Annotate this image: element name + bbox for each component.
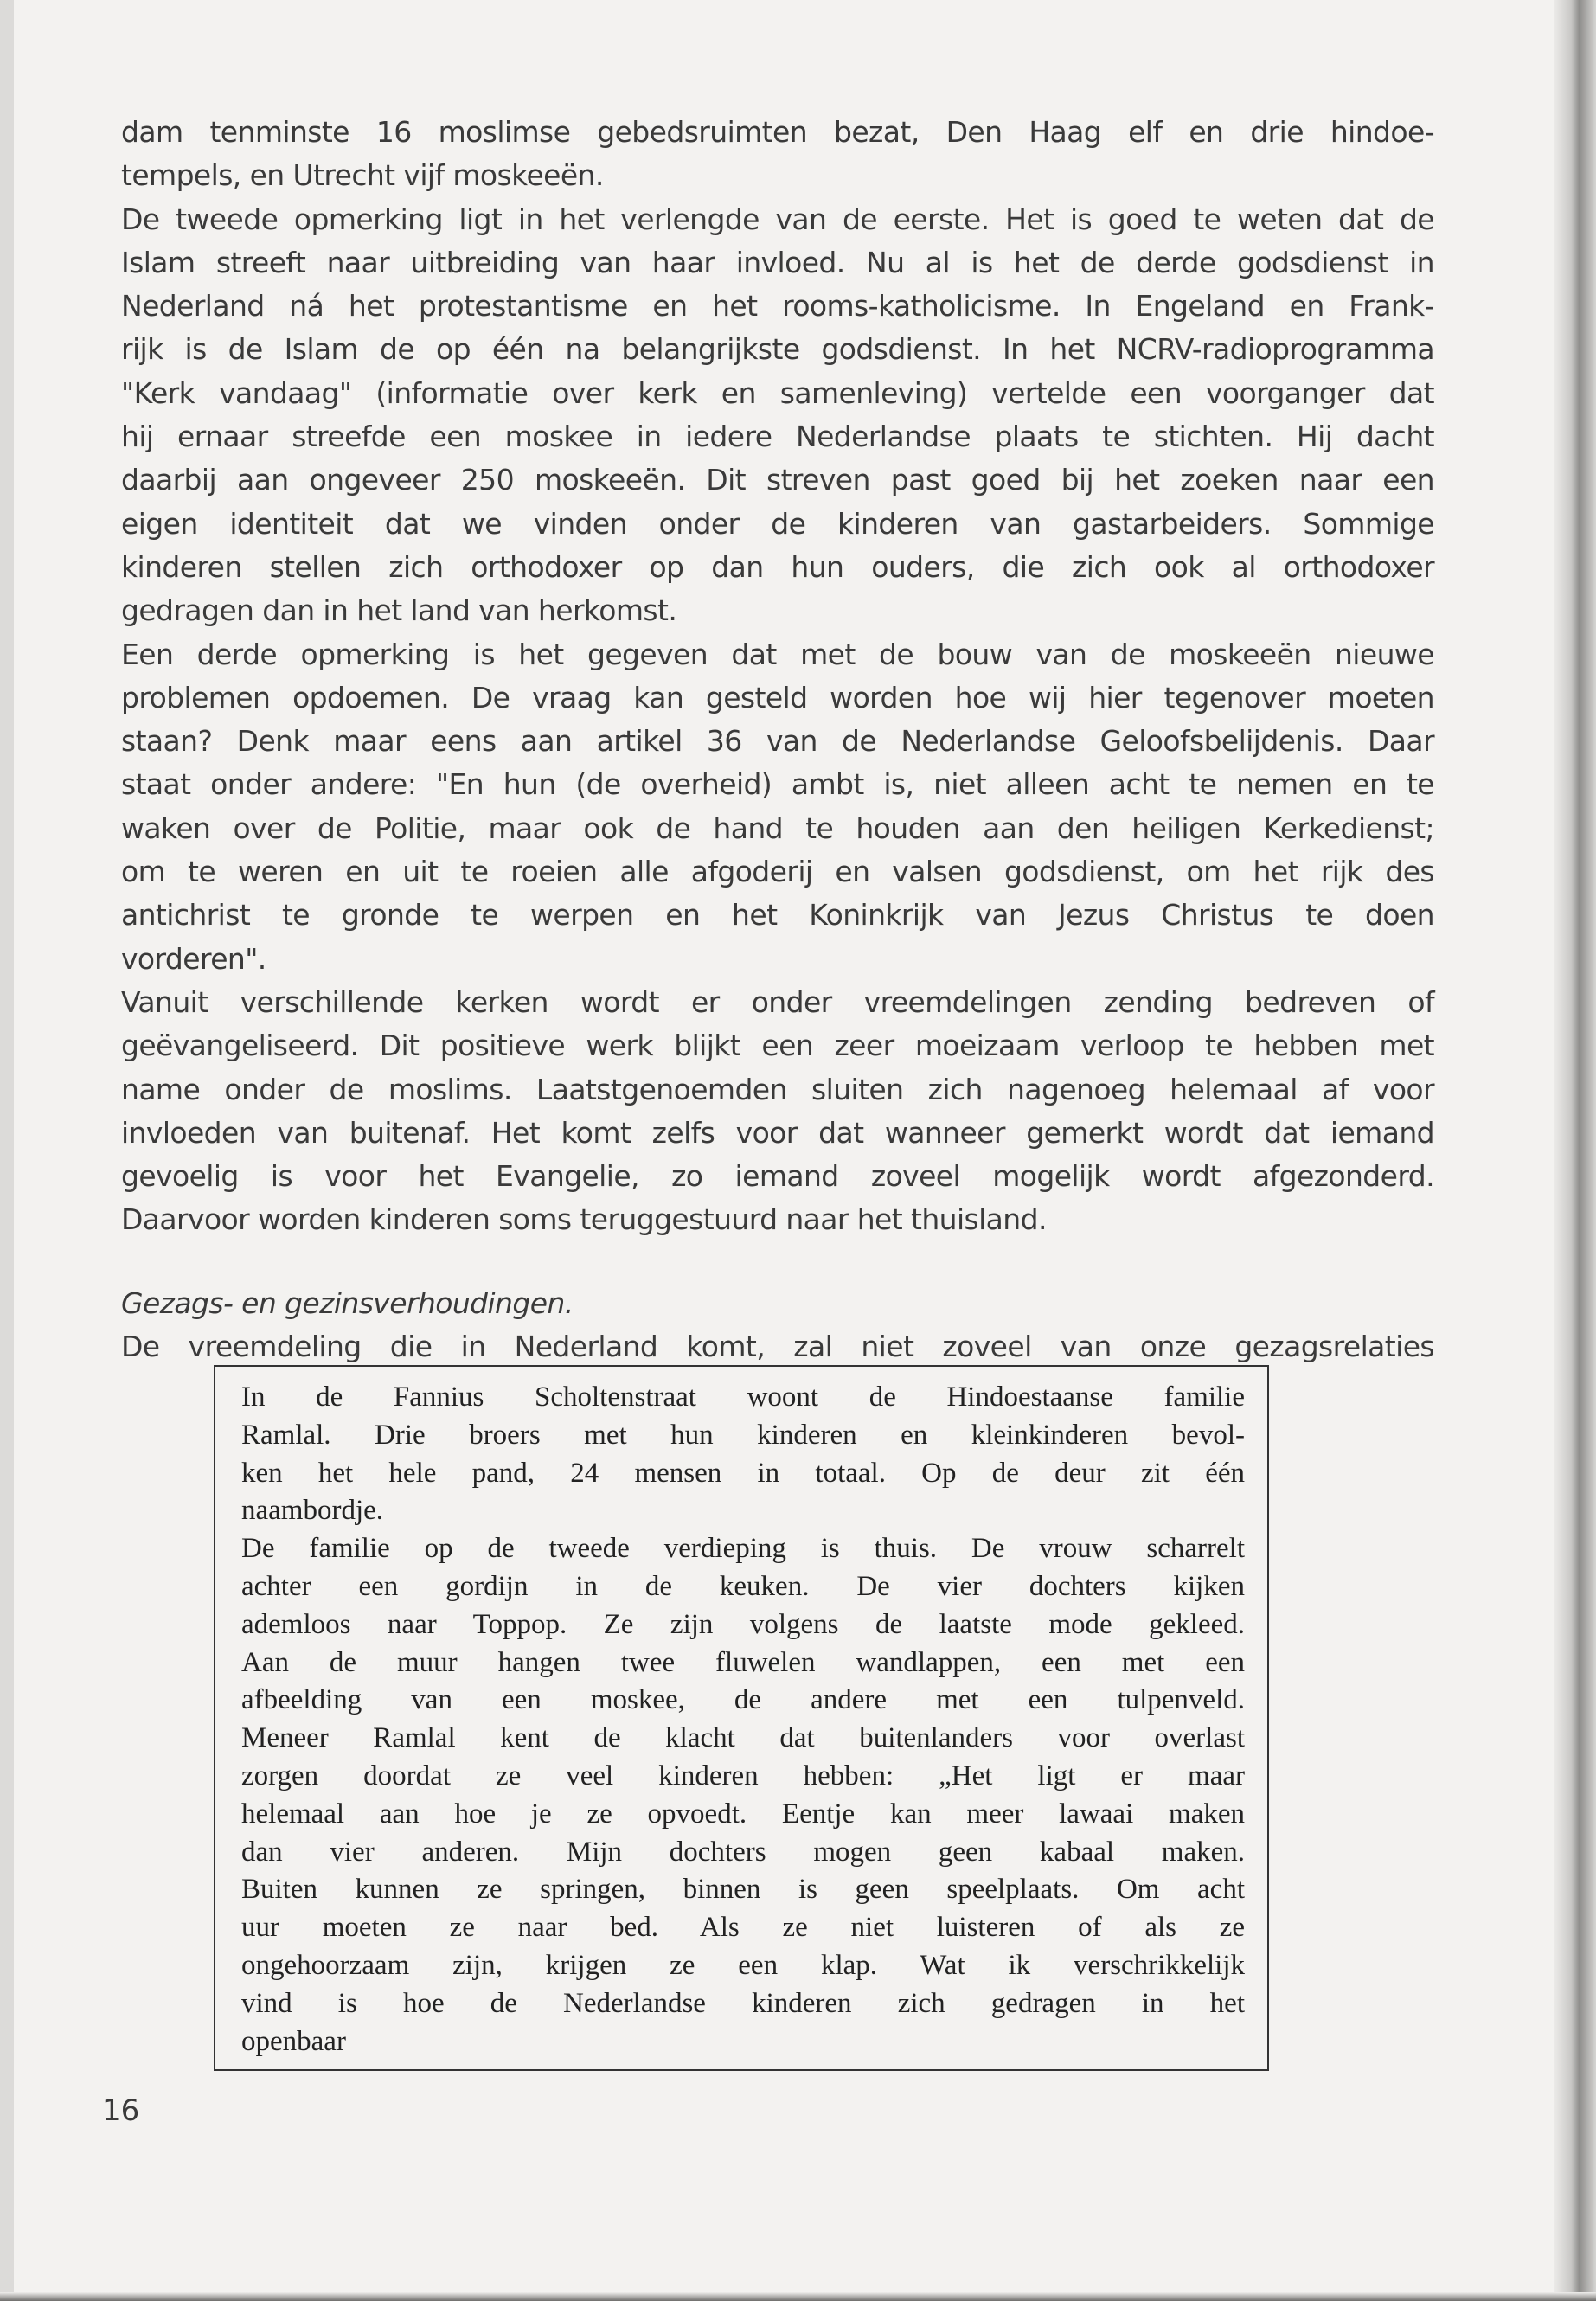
body-paragraphs (121, 111, 1434, 1242)
quote-line: ademloos naar Toppop. Ze zijn volgens de laatste mode gekleed. (241, 1608, 1245, 1640)
quote-line: achter een gordijn in de keuken. De vier dochters kijken (241, 1570, 1245, 1602)
body-line: hij ernaar streefde een moskee in iedere Nederlandse plaats te stichten. Hij dacht (121, 420, 1434, 454)
quote-line: vind is hoe de Nederlandse kinderen zich gedragen in het (241, 1987, 1245, 2019)
body-line: geëvangeliseerd. Dit positieve werk blijkt een zeer moeizaam verloop te hebben met (121, 1029, 1434, 1063)
quote-line: Aan de muur hangen twee fluwelen wandlappen, een met een (241, 1646, 1245, 1678)
body-line: tempels, en Utrecht vijf moskeeën. (121, 158, 604, 193)
body-line: waken over de Politie, maar ook de hand te houden aan den heiligen Kerkedienst; (121, 811, 1434, 845)
body-line: rijk is de Islam de op één na belangrijkste godsdienst. In het NCRV-radioprogramma (121, 332, 1434, 367)
quote-line: De familie op de tweede verdieping is thuis. De vrouw scharrelt (241, 1533, 1245, 1565)
quote-line: Ramlal. Drie broers met hun kinderen en kleinkinderen bevol- (241, 1419, 1245, 1451)
body-line: gevoelig is voor het Evangelie, zo iemand zoveel mogelijk wordt afgezonderd. (121, 1159, 1434, 1194)
quote-line: Meneer Ramlal kent de klacht dat buitenlanders voor overlast (241, 1722, 1245, 1754)
page-number: 16 (102, 2093, 140, 2128)
body-text (121, 111, 1434, 1368)
body-line: om te weren en uit te roeien alle afgoderij en valsen godsdienst, om het rijk des (121, 855, 1434, 889)
body-line: kinderen stellen zich orthodoxer op dan hun ouders, die zich ook al orthodoxer (121, 549, 1434, 584)
body-line: Nederland ná het protestantisme en het rooms-katholicisme. In Engeland en Frank- (121, 289, 1434, 324)
body-line: name onder de moslims. Laatstgenoemden sluiten zich nagenoeg helemaal af voor (121, 1072, 1434, 1106)
body-line: gedragen dan in het land van herkomst. (121, 593, 677, 628)
quote-line: uur moeten ze naar bed. Als ze niet luisteren of als ze (241, 1912, 1245, 1944)
scan-bottom-edge (0, 2292, 1596, 2301)
body-line: antichrist te gronde te werpen en het Koninkrijk van Jezus Christus te doen (121, 898, 1434, 933)
body-line: vorderen". (121, 941, 266, 976)
body-line: dam tenminste 16 moslimse gebedsruimten bezat, Den Haag elf en drie hindoe- (121, 115, 1434, 149)
section-heading: Gezags- en gezinsverhoudingen. (121, 1285, 574, 1320)
quote-line: In de Fannius Scholtenstraat woont de Hindoestaanse familie (241, 1381, 1245, 1413)
body-line: Islam streeft naar uitbreiding van haar invloed. Nu al is het de derde godsdienst in (121, 245, 1434, 279)
body-line: staat onder andere: "En hun (de overheid) ambt is, niet alleen acht te nemen en te (121, 767, 1434, 802)
body-line: "Kerk vandaag" (informatie over kerk en samenleving) vertelde een voorganger dat (121, 375, 1434, 410)
body-line: daarbij aan ongeveer 250 moskeeën. Dit streven past goed bij het zoeken naar een (121, 463, 1434, 497)
body-line: Vanuit verschillende kerken wordt er onder vreemdelingen zending bedreven of (121, 984, 1434, 1019)
quote-line: openbaar (241, 2025, 346, 2057)
quote-line: afbeelding van een moskee, de andere met een tulpenveld. (241, 1684, 1245, 1716)
body-line: De vreemdeling die in Nederland komt, zal niet zoveel van onze gezagsrelaties (121, 1330, 1434, 1364)
quote-line: dan vier anderen. Mijn dochters mogen geen kabaal maken. (241, 1836, 1245, 1868)
scan-left-edge (0, 0, 14, 2301)
body-line: Een derde opmerking is het gegeven dat met de bouw van de moskeeën nieuwe (121, 637, 1434, 671)
quote-box (214, 1365, 1269, 2071)
quote-line: Buiten kunnen ze springen, binnen is geen speelplaats. Om acht (241, 1874, 1245, 1906)
body-line: invloeden van buitenaf. Het komt zelfs voor dat wanneer gemerkt wordt dat iemand (121, 1115, 1434, 1150)
quote-line: ken het hele pand, 24 mensen in totaal. Op de deur zit één (241, 1457, 1245, 1489)
scan-right-edge (1554, 0, 1596, 2301)
body-line: staan? Denk maar eens aan artikel 36 van de Nederlandse Geloofsbelijdenis. Daar (121, 724, 1434, 759)
body-line: problemen opdoemen. De vraag kan gesteld worden hoe wij hier tegenover moeten (121, 680, 1434, 715)
quote-line: naambordje. (241, 1495, 384, 1527)
quote-line: ongehoorzaam zijn, krijgen ze een klap. Wat ik verschrikkelijk (241, 1949, 1245, 1981)
quote-line: zorgen doordat ze veel kinderen hebben: „Het ligt er maar (241, 1759, 1245, 1791)
body-line: Daarvoor worden kinderen soms teruggestuurd naar het thuisland. (121, 1202, 1047, 1237)
quote-line: helemaal aan hoe je ze opvoedt. Eentje kan meer lawaai maken (241, 1798, 1245, 1830)
body-line: De tweede opmerking ligt in het verlengde van de eerste. Het is goed te weten dat de (121, 202, 1434, 236)
body-line: eigen identiteit dat we vinden onder de kinderen van gastarbeiders. Sommige (121, 506, 1434, 541)
